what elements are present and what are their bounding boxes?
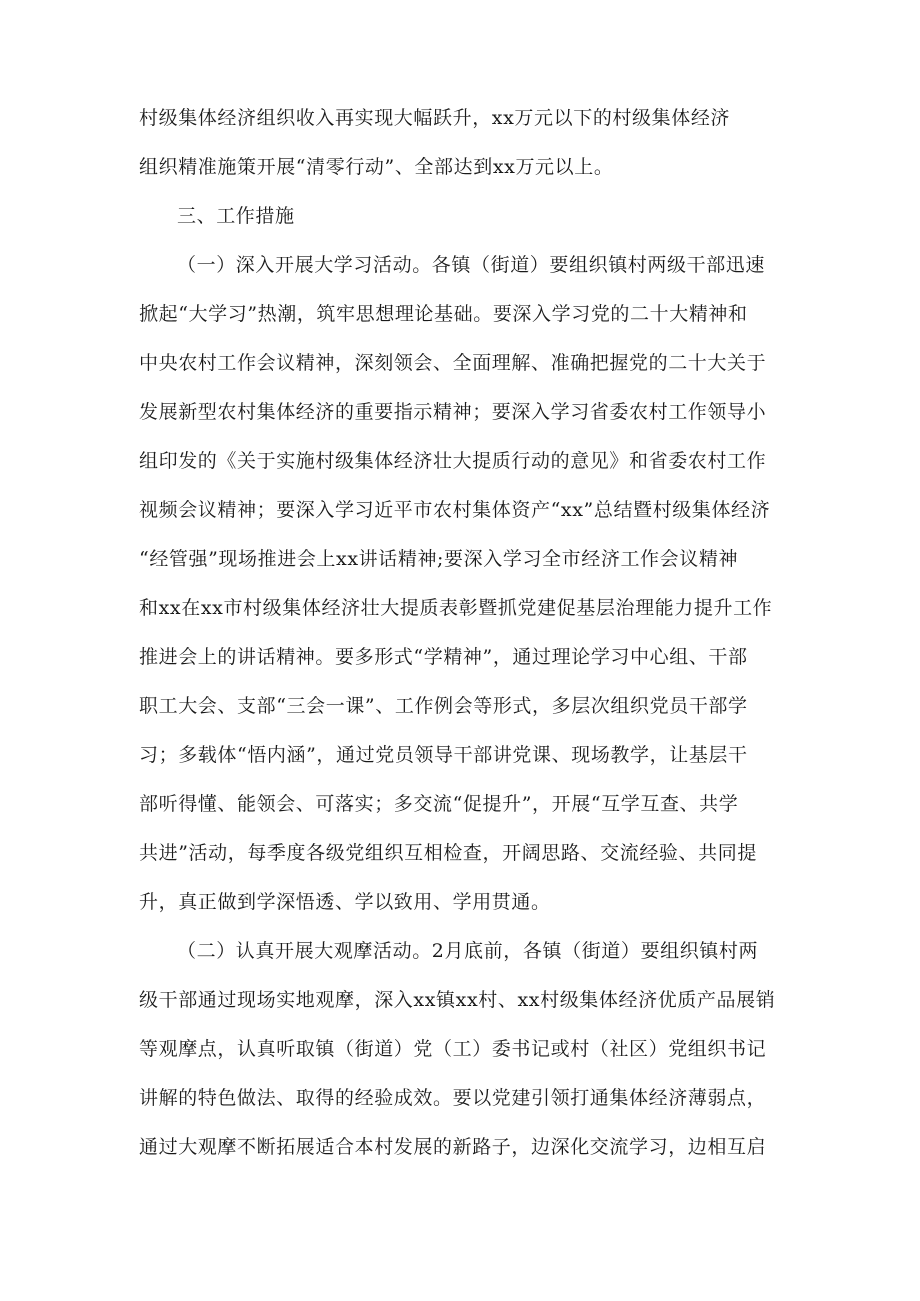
paragraph1-line-10: 职工大会、支部“三会一课”、工作例会等形式，多层次组织党员干部学 [139,695,748,717]
paragraph1-line-12: 部听得懂、能领会、可落实；多交流“促提升”，开展“互学互查、共学 [139,793,739,815]
intro-line-1: 村级集体经济组织收入再实现大幅跃升，xx万元以下的村级集体经济 [139,107,731,129]
paragraph1-line-8: 和xx在xx市村级集体经济壮大提质表彰暨抓党建促基层治理能力提升工作 [139,597,773,619]
paragraph1-line-9: 推进会上的讲话精神。要多形式“学精神”，通过理论学习中心组、干部 [139,646,748,668]
paragraph1-line-4: 发展新型农村集体经济的重要指示精神；要深入学习省委农村工作领导小 [139,401,767,423]
paragraph2-line-1: （二）认真开展大观摩活动。2月底前，各镇（街道）要组织镇村两 [177,940,759,962]
paragraph1-line-11: 习；多载体“悟内涵”，通过党员领导干部讲党课、现场教学，让基层干 [139,744,748,766]
paragraph1-line-6: 视频会议精神；要深入学习近平市农村集体资产“xx”总结暨村级集体经济 [139,499,771,521]
paragraph1-line-14: 升，真正做到学深悟透、学以致用、学用贯通。 [139,891,551,913]
paragraph1-line-1: （一）深入开展大学习活动。各镇（街道）要组织镇村两级干部迅速 [177,254,766,276]
paragraph2-line-3: 等观摩点，认真听取镇（街道）党（工）委书记或村（社区）党组织书记 [139,1038,767,1060]
paragraph2-line-5: 通过大观摩不断拓展适合本村发展的新路子，边深化交流学习，边相互启 [139,1136,767,1158]
paragraph1-line-2: 掀起“大学习”热潮，筑牢思想理论基础。要深入学习党的二十大精神和 [139,303,748,325]
paragraph1-line-13: 共进”活动，每季度各级党组织互相检查，开阔思路、交流经验、共同提 [139,842,757,864]
intro-line-2: 组织精准施策开展“清零行动”、全部达到xx万元以上。 [139,156,614,178]
paragraph2-line-4: 讲解的特色做法、取得的经验成效。要以党建引领打通集体经济薄弱点， [139,1087,767,1109]
paragraph2-line-2: 级干部通过现场实地观摩，深入xx镇xx村、xx村级集体经济优质产品展销 [139,989,776,1011]
paragraph1-line-7: “经管强”现场推进会上xx讲话精神;要深入学习全市经济工作会议精神 [139,548,739,570]
section-heading: 三、工作措施 [177,205,295,227]
paragraph1-line-5: 组印发的《关于实施村级集体经济壮大提质行动的意见》和省委农村工作 [139,450,767,472]
paragraph1-line-3: 中央农村工作会议精神，深刻领会、全面理解、准确把握党的二十大关于 [139,352,767,374]
